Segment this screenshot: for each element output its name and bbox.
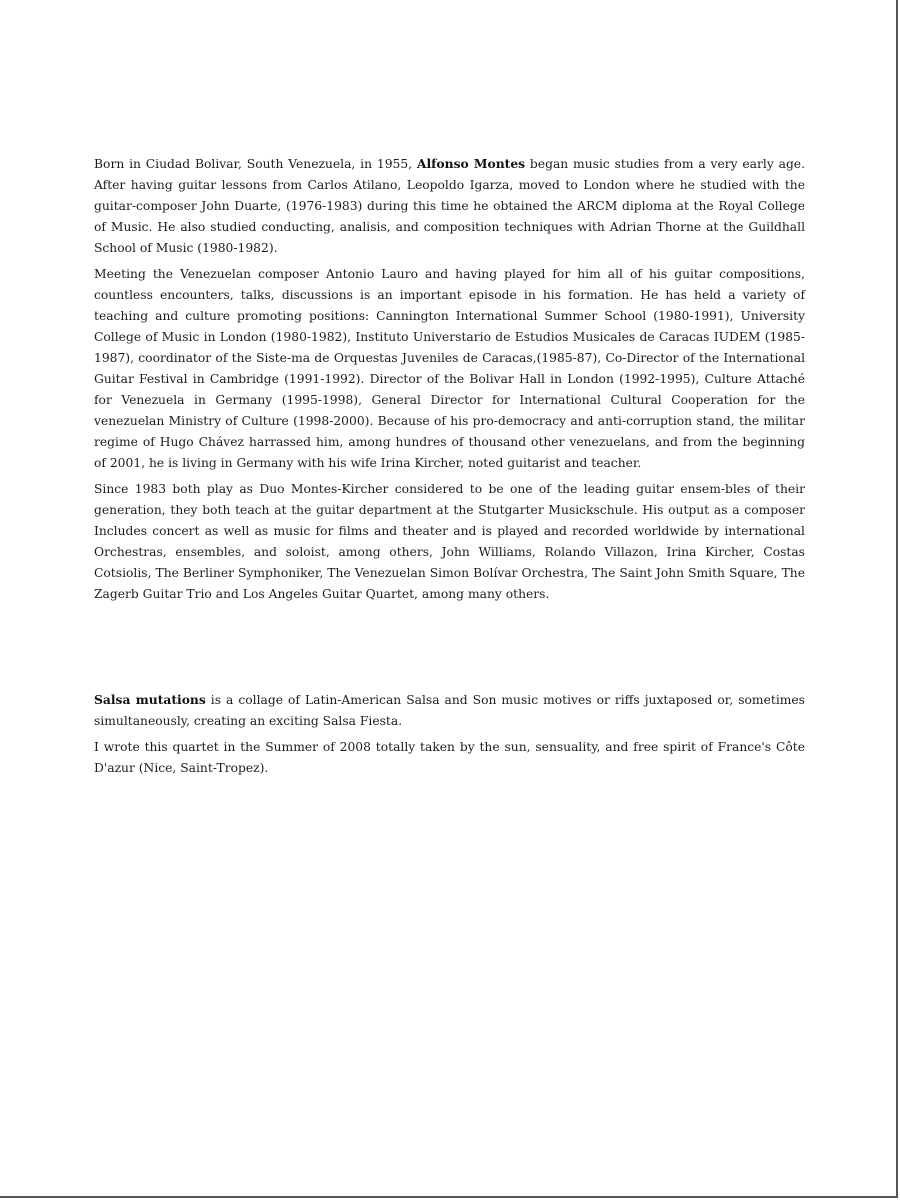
work-notes-section	[94, 689, 805, 784]
work-notes-paragraph-1	[94, 689, 805, 732]
composer-name: Alfonso Montes	[416, 156, 526, 171]
biography-paragraph-1	[94, 153, 805, 259]
biography-intro-continued: began music studies from a very early age. After having guitar lessons from Carlos Atilano, Leopoldo Igarza, moved to London where he studied with the guitar-composer John Duarte, (1976-1983) during this time he obtained the ARCM diploma at the Royal College of Music. He also studied conducting, analisis, and composition techniques with Adrian Thorne at the Guildhall School of Music (1980-1982).	[94, 157, 805, 255]
work-description: is a collage of Latin-American Salsa and Son music motives or riffs juxtaposed or, sometimes simultaneously, creating an exciting Salsa Fiesta.	[94, 693, 805, 728]
work-title: Salsa mutations	[94, 692, 206, 707]
biography-intro-text: Born in Ciudad Bolivar, South Venezuela, in 1955,	[94, 157, 417, 171]
biography-paragraph-2: Meeting the Venezuelan composer Antonio Lauro and having played for him all of his guitar compositions, countless encounters, talks, discussions is an important episode in his formation. He has held a variety of teaching and culture promoting positions: Cannington International Summer School (1980-1991), University College of Music in London (1980-1982), Instituto Universtario de Estudios Musicales de Caracas IUDEM (1985-1987), coordinator of the Siste-ma de Orquestas Juveniles de Caracas,(1985-87), Co-Director of the International Guitar Festival in Cambridge (1991-1992). Director of the Bolivar Hall in London (1992-1995), Culture Attaché for Venezuela in Germany (1995-1998), General Director for International Cultural Cooperation for the venezuelan Ministry of Culture (1998-2000). Because of his pro-democracy and anti-corruption stand, the militar regime of Hugo Chávez harrassed him, among hundres of thousand other venezuelans, and from the beginning of 2001, he is living in Germany with his wife Irina Kircher, noted guitarist and teacher.	[94, 267, 805, 470]
biography-paragraph-3: Since 1983 both play as Duo Montes-Kircher considered to be one of the leading guitar ensem-bles of their generation, they both teach at the guitar department at the Stutgarter Musickschule. His output as a composer Includes concert as well as music for films and theater and is played and recorded worldwide by international Orchestras, ensembles, and soloist, among others, John Williams, Rolando Villazon, Irina Kircher, Costas Cotsiolis, The Berliner Symphoniker, The Venezuelan Simon Bolívar Orchestra, The Saint John Smith Square, The Zagerb Guitar Trio and Los Angeles Guitar Quartet, among many others.	[94, 482, 805, 601]
work-notes-paragraph-2: I wrote this quartet in the Summer of 2008 totally taken by the sun, sensuality, and free spirit of France's Côte D'azur (Nice, Saint-Tropez).	[94, 740, 805, 775]
biography-section	[94, 153, 805, 610]
